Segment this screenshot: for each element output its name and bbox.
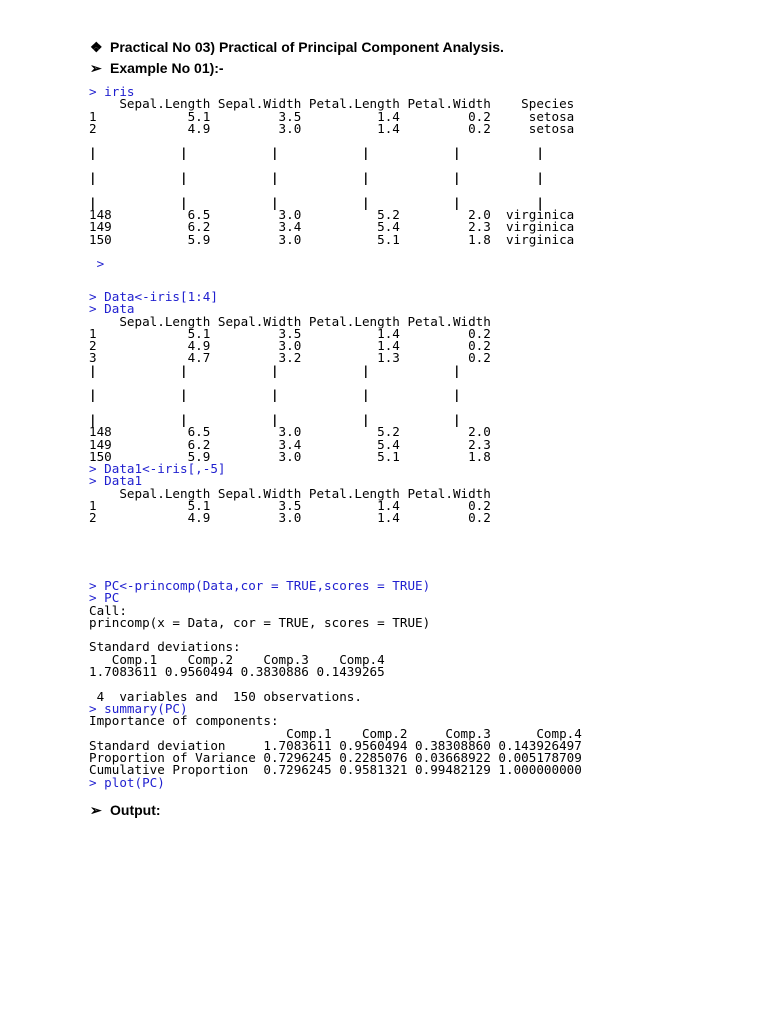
console-output-line: | | | | | | (89, 145, 544, 161)
console-command-line: > plot(PC) (89, 774, 165, 790)
console-output-line: | | | | | (89, 362, 461, 378)
console-output-line: | | | | | (89, 387, 461, 403)
console-output-line: 150 5.9 3.0 5.1 1.8 virginica (89, 231, 575, 247)
console-output-line: | | | | | | (89, 194, 544, 210)
console-output-line: Comp.1 Comp.2 Comp.3 Comp.4 (89, 651, 385, 667)
console-output-line: 149 6.2 3.4 5.4 2.3 virginica (89, 219, 575, 235)
console-command-line: > iris (89, 84, 135, 99)
console-command-line: > Data1 (89, 473, 143, 489)
console-output-line: Standard deviations: (89, 639, 241, 655)
arrow-bullet-icon: ➢ (90, 802, 102, 818)
pc-console-block (89, 580, 582, 789)
console-output-line: Sepal.Length Sepal.Width Petal.Length Petal.Width (89, 485, 491, 501)
console-command-line: > Data (89, 301, 135, 317)
output-heading (90, 801, 161, 819)
console-command-line: > PC<-princomp(Data,cor = TRUE,scores = TRUE) (89, 578, 431, 593)
console-output-line: 148 6.5 3.0 5.2 2.0 (89, 424, 491, 440)
practical-title: Practical No 03) Practical of Principal Component Analysis. (110, 39, 504, 55)
console-output-line: 150 5.9 3.0 5.1 1.8 (89, 448, 491, 464)
console-output-line: Sepal.Length Sepal.Width Petal.Length Petal.Width (89, 313, 491, 329)
data-console-block (89, 291, 491, 525)
console-command-line: > Data1<-iris[,-5] (89, 461, 226, 477)
output-title: Output: (110, 802, 161, 818)
console-output-line: Proportion of Variance 0.7296245 0.2285076 0.03668922 0.005178709 (89, 750, 582, 766)
console-output-line: | | | | | | (89, 170, 544, 186)
console-output-line: 3 4.7 3.2 1.3 0.2 (89, 350, 491, 366)
console-output-line: 2 4.9 3.0 1.4 0.2 (89, 338, 491, 354)
console-output-line: 1 5.1 3.5 1.4 0.2 setosa (89, 108, 575, 124)
console-output-line: princomp(x = Data, cor = TRUE, scores = TRUE) (89, 614, 431, 630)
console-command-line: > (89, 256, 105, 272)
console-command-line: > PC (89, 590, 120, 606)
console-output-line: Sepal.Length Sepal.Width Petal.Length Petal.Width Species (89, 96, 575, 112)
console-output-line: Comp.1 Comp.2 Comp.3 Comp.4 (89, 725, 582, 741)
practical-heading (90, 38, 504, 56)
diamond-bullet-icon: ❖ (90, 39, 103, 55)
console-output-line: 1 5.1 3.5 1.4 0.2 (89, 498, 491, 514)
console-output-line: Cumulative Proportion 0.7296245 0.9581321 0.99482129 1.000000000 (89, 762, 582, 778)
console-command-line: > Data<-iris[1:4] (89, 289, 218, 304)
console-output-line: 4 variables and 150 observations. (89, 688, 362, 704)
console-output-line: 2 4.9 3.0 1.4 0.2 setosa (89, 120, 575, 136)
console-output-line: Importance of components: (89, 713, 279, 729)
arrow-bullet-icon: ➢ (90, 60, 102, 76)
example-heading (90, 59, 224, 77)
console-output-line: 148 6.5 3.0 5.2 2.0 virginica (89, 206, 575, 222)
console-output-line: 149 6.2 3.4 5.4 2.3 (89, 436, 491, 452)
iris-console-block (89, 86, 574, 270)
console-output-line: 1.7083611 0.9560494 0.3830886 0.1439265 (89, 664, 385, 680)
console-output-line: Call: (89, 602, 127, 618)
console-command-line: > summary(PC) (89, 700, 188, 716)
console-output-line: 1 5.1 3.5 1.4 0.2 (89, 325, 491, 341)
console-output-line: | | | | | (89, 411, 461, 427)
console-output-line: Standard deviation 1.7083611 0.9560494 0.38308860 0.143926497 (89, 737, 582, 753)
console-output-line (89, 246, 574, 258)
example-title: Example No 01):- (110, 60, 224, 76)
console-output-line: 2 4.9 3.0 1.4 0.2 (89, 510, 491, 526)
